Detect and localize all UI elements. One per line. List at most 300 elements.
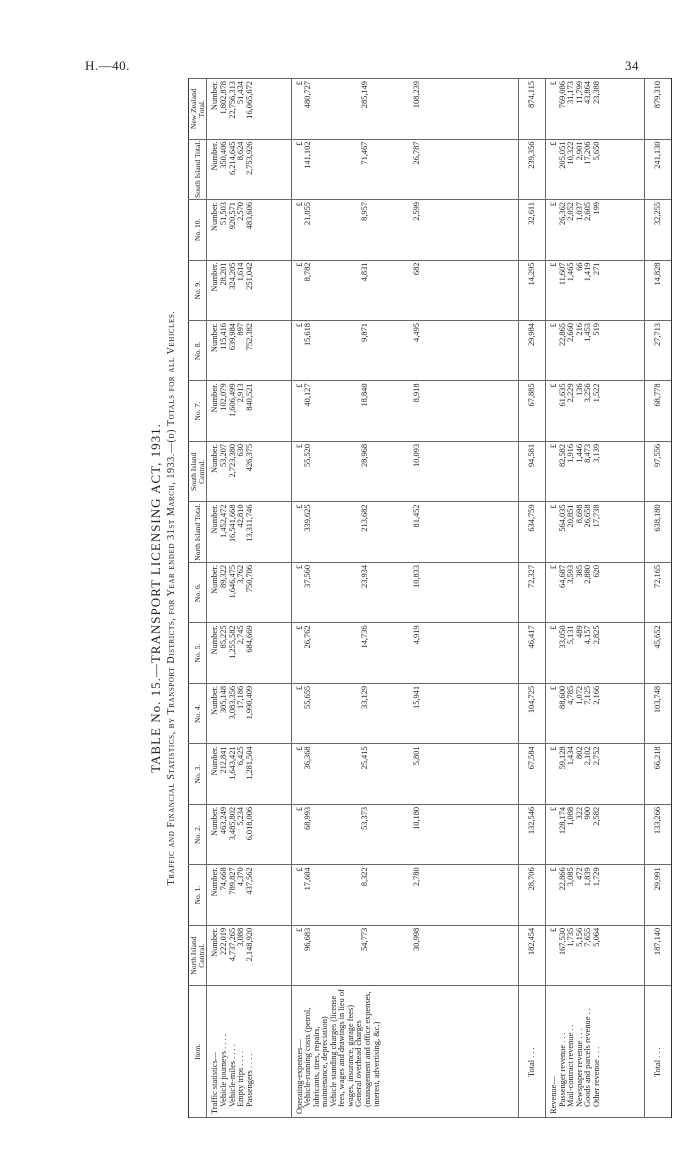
value: 2,880: [583, 564, 593, 584]
revenue-total-row: [645, 79, 672, 1118]
value: 6,018,006: [244, 806, 254, 841]
value: 1,646,475: [227, 564, 237, 599]
value: 1,453: [583, 323, 593, 342]
row-label: Passenger revenue . . .: [557, 1032, 567, 1107]
row-label: Vehicle standing charges (license fees, wages and drawings in lieu of wages, insurance, garage fees): [328, 989, 355, 1107]
unit-label: £: [549, 504, 559, 509]
value: 26,762: [303, 625, 313, 649]
total-value: 45,652: [645, 623, 672, 683]
value: 108,239: [412, 81, 422, 109]
data-cell: [207, 381, 291, 441]
unit-label: £: [294, 806, 304, 812]
value: 55,655: [303, 685, 313, 709]
section-heading: Revenue—: [549, 1076, 559, 1114]
total-value: 67,584: [519, 744, 546, 804]
value: 6,214,645: [227, 141, 237, 176]
unit-label: £: [549, 202, 559, 207]
value: 43,864: [583, 81, 593, 105]
value: 136: [574, 383, 584, 397]
unit-label: Number.: [210, 504, 220, 534]
value: 53,373: [359, 806, 369, 830]
value: 10,322: [566, 141, 576, 165]
total-value: 94,581: [519, 441, 546, 501]
unit-label: £: [294, 685, 304, 691]
operating-total-row: [519, 79, 546, 1118]
data-cell: [207, 79, 291, 140]
value: 271: [592, 262, 601, 276]
column-header: North Island Central.: [189, 925, 207, 985]
value: 472: [574, 867, 584, 880]
value: 897: [236, 323, 246, 336]
value: 8,322: [359, 867, 369, 887]
value: 750,706: [244, 564, 254, 593]
operating-section-row: [291, 79, 519, 1118]
data-cell: [207, 200, 291, 260]
value: 16,541,668: [227, 504, 237, 543]
value: 8,698: [574, 504, 584, 524]
traffic-labels: [207, 986, 291, 1118]
row-label: Vehicle journeys . . . .: [219, 1034, 229, 1107]
row-label: Empty trips . . . .: [236, 1050, 246, 1107]
value: 1,916: [566, 443, 576, 463]
unit-label: £: [294, 443, 304, 449]
column-header: No. 5.: [189, 623, 207, 683]
value: 88,600: [557, 685, 567, 709]
value: 840,521: [244, 383, 254, 411]
page-reference: H.—40.: [85, 58, 130, 73]
value: 2,052: [566, 202, 576, 221]
unit-label: Number.: [210, 81, 220, 111]
value: 55,520: [303, 443, 313, 467]
total-value: 239,356: [519, 139, 546, 199]
unit-label: £: [549, 262, 559, 267]
traffic-section-row: [207, 79, 291, 1118]
total-value: 27,713: [645, 321, 672, 381]
value: 350,406: [219, 141, 229, 169]
operating-labels: [291, 986, 519, 1118]
value: 2,901: [574, 141, 584, 161]
total-value: 72,327: [519, 562, 546, 622]
column-header: North Island Total.: [189, 502, 207, 562]
unit-label: Number.: [210, 564, 220, 595]
value: 426,375: [244, 443, 254, 472]
value: 2,660: [566, 323, 576, 342]
value: 5,650: [592, 141, 601, 161]
data-cell: [291, 683, 519, 743]
value: 205,051: [557, 141, 567, 169]
total-value: 28,706: [519, 865, 546, 925]
total-value: 133,266: [645, 804, 672, 864]
value: 1,839: [583, 867, 593, 887]
value: 920,571: [227, 202, 237, 230]
value: 26,658: [583, 504, 593, 528]
value: 14,736: [359, 625, 369, 649]
value: 20,851: [566, 504, 576, 528]
value: 2,166: [592, 685, 601, 705]
value: 2,102: [583, 746, 593, 766]
value: 2,570: [236, 202, 246, 221]
value: 1,606,499: [227, 383, 237, 417]
value: 102,079: [219, 383, 229, 411]
value: 1,735: [566, 927, 576, 947]
value: 682: [412, 262, 422, 276]
value: 4,785: [566, 685, 576, 705]
value: 489: [574, 625, 584, 638]
unit-label: £: [294, 625, 304, 630]
total-value: 68,778: [645, 381, 672, 441]
value: 2,605: [583, 202, 593, 221]
value: 9,871: [359, 323, 369, 342]
total-value: 241,130: [645, 139, 672, 199]
value: 2,229: [566, 383, 576, 403]
value: 82,582: [557, 443, 567, 467]
total-value: 14,295: [519, 260, 546, 320]
row-label: Vehicle-running costs (petrol, lubricants, tires, repairs, maintenance, depreciation): [303, 1007, 330, 1107]
value: 81,452: [412, 504, 422, 528]
value: 74,668: [219, 867, 229, 891]
value: 251,042: [244, 262, 254, 290]
total-value: 97,556: [645, 441, 672, 501]
column-header: New Zealand Total.: [189, 79, 207, 140]
value: 2,148,920: [244, 927, 254, 962]
value: 802: [574, 746, 584, 759]
value: 42,810: [236, 504, 246, 528]
value: 339,625: [303, 504, 313, 532]
unit-label: Number.: [210, 927, 220, 957]
data-cell: [546, 804, 645, 864]
total-value: 182,454: [519, 925, 546, 985]
unit-label: £: [549, 323, 559, 328]
data-cell: [546, 381, 645, 441]
unit-label: £: [549, 746, 559, 751]
total-value: 29,991: [645, 865, 672, 925]
value: 6,425: [236, 746, 246, 766]
header-row: [189, 79, 207, 1118]
data-cell: [291, 441, 519, 501]
value: 322: [574, 806, 584, 820]
total-value: 638,180: [645, 502, 672, 562]
unit-label: £: [549, 867, 559, 872]
total-label: Total . . .: [519, 986, 546, 1118]
data-cell: [546, 200, 645, 260]
column-header: No. 8.: [189, 321, 207, 381]
value: 1,088: [566, 806, 576, 826]
row-label: Newspaper revenue . . .: [574, 1028, 584, 1107]
unit-label: £: [294, 504, 304, 509]
value: 71,467: [359, 141, 369, 165]
value: 7,655: [583, 927, 593, 947]
value: 1,434: [566, 746, 576, 766]
unit-label: Number.: [210, 746, 220, 776]
value: 305,148: [219, 685, 229, 714]
unit-label: £: [549, 685, 559, 691]
unit-label: £: [294, 867, 304, 872]
revenue-labels: [546, 986, 645, 1118]
column-header: No. 10.: [189, 200, 207, 260]
value: 5,801: [412, 746, 422, 766]
value: 40,127: [303, 383, 313, 407]
total-value: 103,748: [645, 683, 672, 743]
row-label: Vehicle-miles . . . .: [227, 1044, 237, 1107]
value: 37,560: [303, 564, 313, 588]
unit-label: Number.: [210, 202, 220, 232]
value: 463,249: [219, 806, 229, 835]
value: 213,682: [359, 504, 369, 532]
value: 54,773: [359, 927, 369, 951]
unit-label: £: [294, 746, 304, 751]
value: 167,530: [557, 927, 567, 956]
value: 1,452,472: [219, 504, 229, 538]
value: 483,606: [244, 202, 254, 230]
value: 11,607: [557, 262, 567, 286]
value: 17,186: [236, 685, 246, 709]
row-label: Passengers . . . .: [244, 1053, 254, 1107]
unit-label: £: [294, 262, 304, 267]
value: 26,362: [557, 202, 567, 226]
value: 3,485,802: [227, 806, 237, 841]
total-value: 32,255: [645, 200, 672, 260]
value: 21,055: [303, 202, 313, 226]
value: 1,522: [592, 383, 601, 403]
value: 10,833: [412, 564, 422, 588]
rotated-table-block: [148, 78, 668, 1118]
data-cell: [291, 925, 519, 985]
unit-label: £: [294, 81, 304, 86]
total-value: 29,984: [519, 321, 546, 381]
value: 199: [592, 202, 601, 215]
data-cell: [546, 865, 645, 925]
data-cell: [207, 865, 291, 925]
value: 8,782: [303, 262, 313, 282]
value: 53,207: [219, 443, 229, 467]
statistics-table: [188, 78, 672, 1118]
value: 1,643,421: [227, 746, 237, 780]
unit-label: Number.: [210, 383, 220, 413]
data-cell: [291, 139, 519, 199]
value: 17,206: [583, 141, 593, 165]
value: 2,780: [412, 867, 422, 887]
column-header: No. 6.: [189, 562, 207, 622]
page-number: 34: [625, 58, 639, 73]
value: 2,753,926: [244, 141, 254, 176]
value: 324,205: [227, 262, 237, 290]
value: 1,281,504: [244, 746, 254, 780]
data-cell: [207, 804, 291, 864]
value: 2,582: [592, 806, 601, 826]
data-cell: [291, 744, 519, 804]
value: 1,072: [574, 685, 584, 705]
row-label: Mail-contract revenue . .: [566, 1024, 576, 1107]
unit-label: £: [294, 564, 304, 570]
value: 8,473: [583, 443, 593, 463]
unit-label: Number.: [210, 262, 220, 292]
value: 1,990,409: [244, 685, 254, 720]
unit-label: Number.: [210, 867, 220, 897]
value: 23,388: [592, 81, 601, 105]
data-cell: [291, 200, 519, 260]
data-cell: [546, 744, 645, 804]
value: 4,370: [236, 867, 246, 887]
column-header: No. 4.: [189, 683, 207, 743]
value: 5,064: [592, 927, 601, 947]
value: 3,256: [583, 383, 593, 403]
data-cell: [291, 865, 519, 925]
total-value: 66,218: [645, 744, 672, 804]
value: 3,762: [236, 564, 246, 584]
total-value: 187,140: [645, 925, 672, 985]
section-heading: Operating-expenses—: [294, 1039, 304, 1114]
value: 8,624: [236, 141, 246, 161]
table-subtitle: Traffic and Financial Statistics, by Transport Districts, for Year ended 31st March, 1933.—(d) Totals for all Vehicles.: [166, 310, 177, 886]
data-cell: [207, 744, 291, 804]
total-value: 14,828: [645, 260, 672, 320]
value: 11,799: [574, 81, 584, 104]
unit-label: Number.: [210, 443, 220, 474]
value: 684,669: [244, 625, 254, 653]
data-cell: [546, 79, 645, 140]
value: 900: [583, 806, 593, 820]
data-cell: [291, 804, 519, 864]
unit-label: £: [549, 383, 559, 388]
data-cell: [291, 79, 519, 140]
value: 3,139: [592, 443, 601, 463]
data-cell: [291, 623, 519, 683]
data-cell: [546, 441, 645, 501]
unit-label: £: [294, 202, 304, 207]
unit-label: Number.: [210, 323, 220, 353]
value: 85,225: [219, 625, 229, 649]
data-cell: [207, 623, 291, 683]
value: 222,019: [219, 927, 229, 956]
data-cell: [207, 562, 291, 622]
value: 5,131: [566, 625, 576, 645]
value: 17,604: [303, 867, 313, 891]
value: 16,065,672: [244, 81, 254, 119]
value: 564,035: [557, 504, 567, 532]
column-header: No. 9.: [189, 260, 207, 320]
unit-label: £: [294, 323, 304, 328]
table-title: TABLE No. 15.—TRANSPORT LICENSING ACT, 1931.: [148, 423, 163, 773]
value: 68,993: [303, 806, 313, 830]
data-cell: [207, 683, 291, 743]
value: 2,745: [236, 625, 246, 645]
value: 1,255,582: [227, 625, 237, 659]
data-cell: [291, 260, 519, 320]
value: 18,840: [359, 383, 369, 407]
value: 2,752: [592, 746, 601, 766]
value: 8,957: [359, 202, 369, 221]
section-heading: Traffic statistics—: [210, 1051, 220, 1114]
value: 4,831: [359, 262, 369, 282]
column-header: No. 3.: [189, 744, 207, 804]
unit-label: Number.: [210, 141, 220, 171]
data-cell: [546, 139, 645, 199]
total-value: 67,885: [519, 381, 546, 441]
total-value: 72,165: [645, 562, 672, 622]
unit-label: Number.: [210, 685, 220, 715]
value: 33,129: [359, 685, 369, 709]
data-cell: [546, 260, 645, 320]
value: 36,368: [303, 746, 313, 770]
value: 22,866: [557, 867, 567, 891]
value: 519: [592, 323, 601, 336]
unit-label: £: [549, 806, 559, 812]
column-header: South Island Central.: [189, 441, 207, 501]
unit-label: Number.: [210, 625, 220, 655]
value: 1,729: [592, 867, 601, 887]
value: 15,618: [303, 323, 313, 347]
data-cell: [291, 321, 519, 381]
total-value: 874,115: [519, 79, 546, 140]
value: 1,037: [574, 202, 584, 221]
column-header: No. 7.: [189, 381, 207, 441]
row-label: Goods and parcels revenue . .: [583, 1008, 593, 1107]
value: 769,086: [557, 81, 567, 109]
unit-label: £: [549, 564, 559, 570]
value: 10,093: [412, 443, 422, 467]
column-header: No. 2.: [189, 804, 207, 864]
value: 212,841: [219, 746, 229, 774]
data-cell: [291, 502, 519, 562]
column-header: No. 1.: [189, 865, 207, 925]
data-cell: [546, 683, 645, 743]
value: 480,727: [303, 81, 313, 109]
unit-label: £: [549, 927, 559, 933]
total-value: 634,759: [519, 502, 546, 562]
value: 25,415: [359, 746, 369, 770]
value: 2,723,380: [227, 443, 237, 478]
value: 1,446: [574, 443, 584, 463]
value: 1,802,878: [219, 81, 229, 115]
value: 33,050: [557, 625, 567, 649]
value: 66: [574, 262, 584, 271]
value: 639,984: [227, 323, 237, 351]
total-value: 46,417: [519, 623, 546, 683]
value: 4,919: [412, 625, 422, 645]
value: 26,787: [412, 141, 422, 165]
value: 30,998: [412, 927, 422, 951]
value: 5,234: [236, 806, 246, 826]
value: 31,173: [566, 81, 576, 105]
data-cell: [207, 441, 291, 501]
unit-label: £: [549, 443, 559, 449]
value: 1,419: [583, 262, 593, 282]
column-header: South Island Total.: [189, 139, 207, 199]
value: 64,687: [557, 564, 567, 588]
value: 2,825: [592, 625, 601, 645]
data-cell: [207, 139, 291, 199]
unit-label: £: [294, 383, 304, 388]
value: 4,737,265: [227, 927, 237, 962]
value: 51,434: [236, 81, 246, 105]
data-cell: [546, 562, 645, 622]
value: 3,088: [236, 927, 246, 947]
value: 285,149: [359, 81, 369, 109]
value: 115,416: [219, 323, 229, 350]
data-cell: [207, 925, 291, 985]
unit-label: £: [294, 141, 304, 146]
value: 752,382: [244, 323, 254, 351]
column-header: Item.: [189, 986, 207, 1118]
total-value: 104,725: [519, 683, 546, 743]
value: 96,683: [303, 927, 313, 951]
value: 89,322: [219, 564, 229, 588]
value: 5,156: [574, 927, 584, 947]
value: 385: [574, 564, 584, 578]
value: 620: [592, 564, 601, 578]
value: 630: [236, 443, 246, 457]
value: 3,593: [566, 564, 576, 584]
